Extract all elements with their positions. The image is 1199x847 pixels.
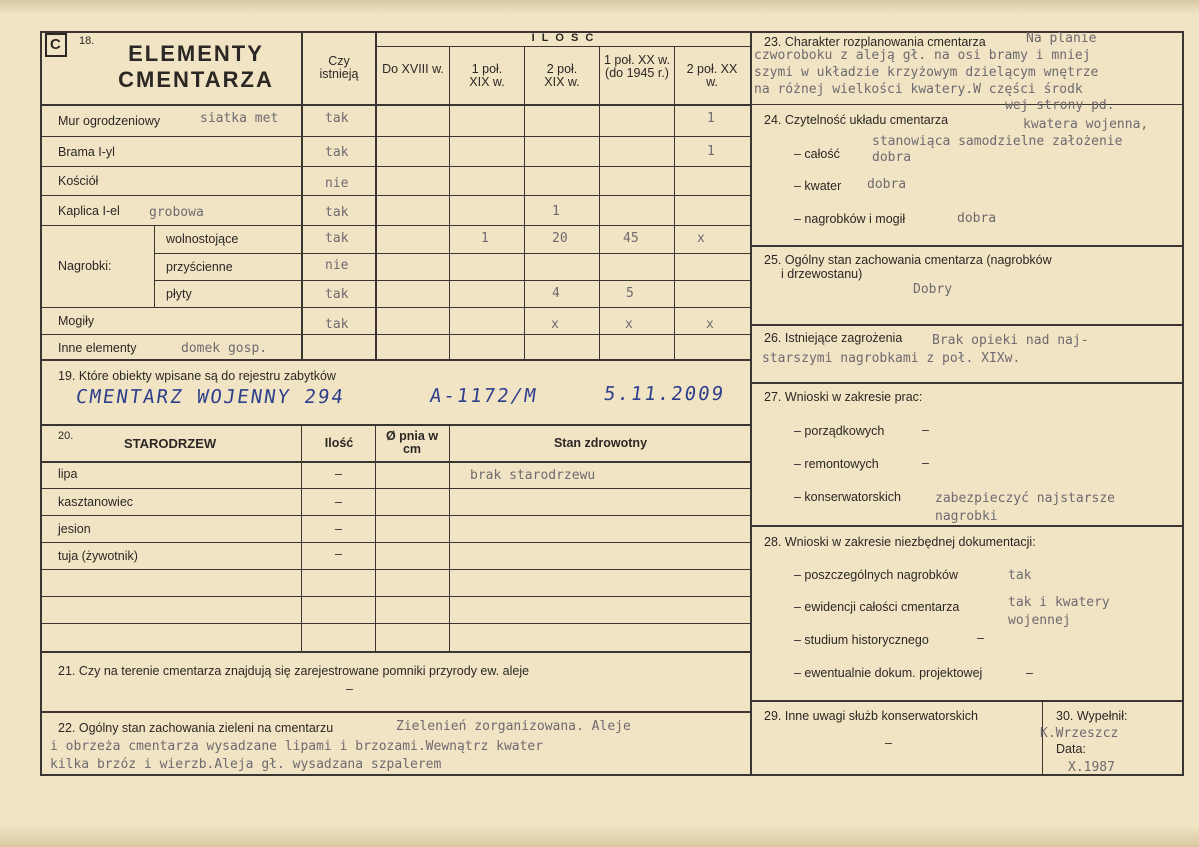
row-label-gate: Brama I-yl: [58, 145, 115, 159]
s28-whole-2: wojennej: [1008, 613, 1071, 628]
s19-label: 19. Które obiekty wpisane są do rejestru zabytków: [58, 369, 336, 383]
chapel-p3: 1: [552, 204, 560, 219]
quantity-header: I L O Ś Ć: [531, 32, 596, 44]
s27-repair: –: [922, 456, 929, 470]
mounds-p5: x: [706, 317, 714, 332]
s19-registry-date: 5.11.2009: [602, 383, 727, 405]
s24-graves-label: – nagrobków i mogił: [794, 212, 906, 226]
s24-whole-label: – całość: [794, 147, 840, 161]
row-label-church: Kościół: [58, 174, 99, 188]
s20-col-health: Stan zdrowotny: [553, 436, 648, 450]
s25-label-1: 25. Ogólny stan zachowania cmentarza (nagrobków: [764, 253, 1052, 267]
s23-label: 23. Charakter rozplanowania cmentarza: [764, 35, 986, 49]
s28-history-label: – studium historycznego: [794, 633, 929, 647]
s28-whole-label: – ewidencji całości cmentarza: [794, 600, 960, 614]
period-header-2: 1 poł. XIX w.: [469, 62, 505, 90]
row-label-freestanding: wolnostojące: [166, 232, 239, 246]
tree-qty: –: [335, 522, 342, 536]
slabs-p3: 4: [552, 286, 560, 301]
s20-col-qty: Ilość: [324, 436, 354, 450]
s27-order-label: – porządkowych: [794, 424, 885, 438]
s24-whole: dobra: [872, 150, 912, 165]
gate-p5: 1: [707, 144, 715, 159]
s19-registry-name: CMENTARZ WOJENNY 294: [74, 386, 347, 408]
s24-note1: kwatera wojenna,: [1023, 117, 1149, 132]
s27-conserv-1: zabezpieczyć najstarsze: [935, 491, 1116, 506]
s23-line1: Na planie: [1026, 31, 1097, 46]
tree-qty: –: [335, 467, 342, 481]
tree-name: kasztanowiec: [58, 495, 134, 509]
period-header-3: 2 poł. XIX w.: [544, 62, 580, 90]
s22-line2: i obrzeża cmentarza wysadzane lipami i brzozami.Wewnątrz kwater: [50, 739, 544, 754]
tree-name: jesion: [58, 522, 91, 536]
chapel-exists: tak: [325, 205, 349, 220]
row-label-slabs: płyty: [166, 287, 192, 301]
freestanding-p5: x: [697, 231, 705, 246]
s24-label: 24. Czytelność układu cmentarza: [764, 113, 949, 127]
s25-value: Dobry: [913, 282, 953, 297]
s26-line2: starszymi nagrobkami z poł. XIXw.: [762, 351, 1021, 366]
paper-top-edge: [0, 0, 1199, 14]
s20-col-diam: Ø pnia w cm: [385, 429, 439, 457]
s24-graves: dobra: [957, 211, 997, 226]
paper-bottom-edge: [0, 825, 1199, 847]
freestanding-p4: 45: [623, 231, 639, 246]
s29-value: –: [885, 736, 892, 750]
tree-qty: –: [335, 495, 342, 509]
tree-name: lipa: [58, 467, 78, 481]
gate-exists: tak: [325, 145, 349, 160]
period-header-4: 1 poł. XX w. (do 1945 r.): [603, 53, 670, 81]
s20-number: 20.: [58, 430, 74, 442]
s24-quarters-label: – kwater: [794, 179, 842, 193]
s19-registry-number: A-1172/M: [428, 385, 540, 407]
s21-label: 21. Czy na terenie cmentarza znajdują się zarejestrowane pomniki przyrody ew. aleje: [58, 664, 530, 678]
s28-graves-label: – poszczególnych nagrobków: [794, 568, 958, 582]
s28-label: 28. Wnioski w zakresie niezbędnej dokumentacji:: [764, 535, 1036, 549]
s20-title: STARODRZEW: [124, 436, 217, 451]
s22-line1: Zieleniеń zorganizowana. Aleje: [396, 719, 631, 734]
row-label-mounds: Mogiły: [58, 314, 95, 328]
period-header-5: 2 poł. XX w.: [686, 62, 738, 90]
s30-date: X.1987: [1068, 760, 1115, 775]
wallmounted-exists: nie: [325, 258, 349, 273]
wall-p5: 1: [707, 111, 715, 126]
row-label-wall: Mur ogrodzeniowy: [58, 114, 161, 128]
wall-note: siatka met: [200, 111, 279, 126]
s22-line3: kilka brzóz i wierzb.Aleja gł. wysadzana szpalerem: [50, 757, 442, 772]
s25-label-2: i drzewostanu): [781, 267, 863, 281]
s26-label: 26. Istniejące zagrożenia: [764, 331, 903, 345]
s28-project-label: – ewentualnie dokum. projektowej: [794, 666, 983, 680]
chapel-note: grobowa: [149, 205, 204, 220]
row-label-chapel: Kaplica I-el: [58, 204, 120, 218]
s23-line3: szymi w układzie krzyżowym dzielącym wnętrze: [754, 65, 1099, 80]
col-exists-header: Czy istnieją: [319, 54, 359, 82]
s20-health-note: brak starodrzewu: [470, 468, 596, 483]
s24-note2: stanowiąca samodzielne założenie: [872, 134, 1123, 149]
wall-exists: tak: [325, 111, 349, 126]
mounds-p4: x: [625, 317, 633, 332]
row-label-wallmounted: przyścienne: [166, 260, 233, 274]
s27-label: 27. Wnioski w zakresie prac:: [764, 390, 923, 404]
s30-label: 30. Wypełnił:: [1056, 709, 1128, 723]
tree-qty: –: [335, 547, 342, 561]
s23-line4: na różnej wielkości kwatery.W części środk: [754, 82, 1083, 97]
freestanding-p2: 1: [481, 231, 489, 246]
s28-whole-1: tak i kwatery: [1008, 595, 1110, 610]
form-title-line1: ELEMENTY: [128, 41, 264, 66]
s27-repair-label: – remontowych: [794, 457, 879, 471]
s22-label: 22. Ogólny stan zachowania zieleni na cmentarzu: [58, 721, 334, 735]
section-letter: C: [50, 36, 61, 53]
s28-history: –: [977, 631, 984, 645]
period-header-1: Do XVIII w.: [382, 62, 444, 76]
freestanding-p3: 20: [552, 231, 568, 246]
s28-project: –: [1026, 666, 1033, 680]
s21-value: –: [346, 682, 353, 696]
other-note: domek gosp.: [181, 341, 268, 356]
row-label-other: Inne elementy: [58, 341, 137, 355]
s27-order: –: [922, 423, 929, 437]
mounds-exists: tak: [325, 317, 349, 332]
mounds-p3: x: [551, 317, 559, 332]
s30-date-label: Data:: [1056, 742, 1086, 756]
s23-line2: czworoboku z aleją gł. na osi bramy i mniej: [754, 48, 1091, 63]
s30-name: K.Wrzeszcz: [1040, 726, 1119, 741]
s28-graves: tak: [1008, 568, 1032, 583]
tree-name: tuja (żywotnik): [58, 549, 138, 563]
slabs-p4: 5: [626, 286, 634, 301]
freestanding-exists: tak: [325, 231, 349, 246]
form-title-line2: CMENTARZA: [118, 67, 274, 92]
s27-conserv-2: nagrobki: [935, 509, 998, 524]
s29-label: 29. Inne uwagi służb konserwatorskich: [764, 709, 979, 723]
church-exists: nie: [325, 176, 349, 191]
s24-quarters: dobra: [867, 177, 907, 192]
row-label-graves: Nagrobki:: [58, 259, 112, 273]
slabs-exists: tak: [325, 287, 349, 302]
s26-line1: Brak opieki nad naj-: [932, 333, 1089, 348]
section-number: 18.: [79, 35, 95, 47]
s27-conserv-label: – konserwatorskich: [794, 490, 901, 504]
s23-line5: wej strony pd.: [1005, 98, 1115, 113]
